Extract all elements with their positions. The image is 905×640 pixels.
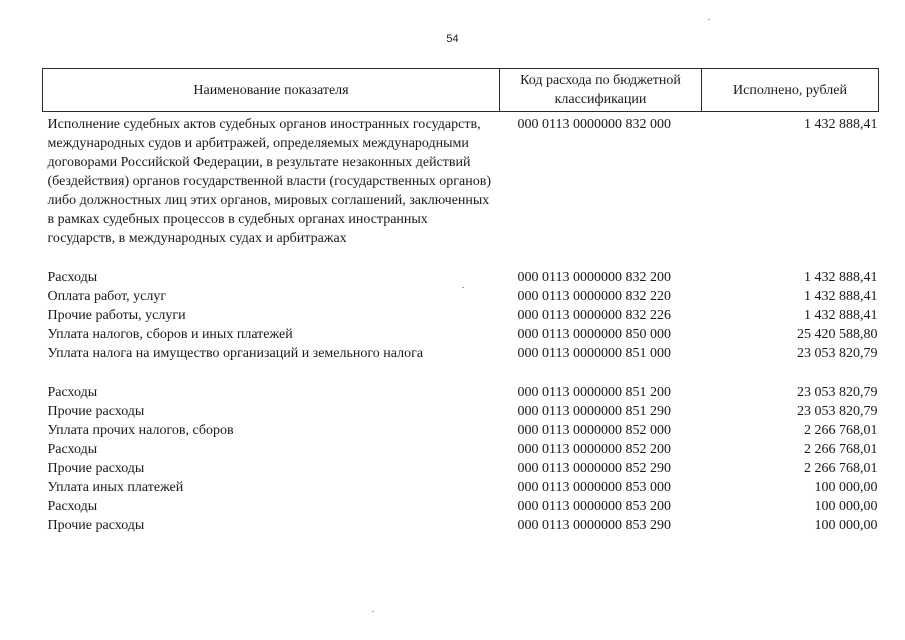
row-code: 000 0113 0000000 853 290	[517, 518, 671, 533]
row-name: Расходы	[47, 442, 98, 457]
table-header-row	[43, 69, 879, 112]
row-amount: 1 432 888,41	[804, 289, 878, 304]
row-code: 000 0113 0000000 832 200	[517, 270, 671, 285]
scan-speck	[462, 287, 464, 288]
row-code: 000 0113 0000000 832 226	[517, 308, 671, 323]
row-amount: 23 053 820,79	[797, 385, 878, 400]
scan-speck	[708, 19, 710, 20]
table-row	[43, 440, 879, 459]
row-spacer	[43, 248, 879, 268]
row-name: Исполнение судебных актов судебных органов иностранных государств, международных судов и арбитражей, определяемых международными договорами Российской Федерации, в результате незаконных действий (бездействия) органов государственной власти (государственных органов) либо должностных лиц этих органов, мировых соглашений, заключенных в рамках судебных процессов в судебных органах иностранных государств, в международных судах и арбитражах	[47, 117, 491, 246]
row-name: Оплата работ, услуг	[47, 289, 167, 304]
row-name: Расходы	[47, 270, 98, 285]
row-code: 000 0113 0000000 853 200	[517, 499, 671, 514]
row-name: Уплата иных платежей	[47, 480, 184, 495]
row-amount: 25 420 588,80	[797, 327, 878, 342]
table-row	[43, 325, 879, 344]
row-code: 000 0113 0000000 852 000	[517, 423, 671, 438]
row-amount: 2 266 768,01	[804, 442, 878, 457]
row-amount: 1 432 888,41	[804, 117, 878, 132]
row-code: 000 0113 0000000 832 220	[517, 289, 671, 304]
table-row	[43, 478, 879, 497]
table-row	[43, 268, 879, 287]
row-spacer	[43, 363, 879, 383]
scan-speck	[372, 611, 374, 612]
row-amount: 1 432 888,41	[804, 270, 878, 285]
table-row	[43, 516, 879, 535]
table-row	[43, 497, 879, 516]
table-row	[43, 421, 879, 440]
row-name: Расходы	[47, 499, 98, 514]
table-row	[43, 459, 879, 478]
row-amount: 2 266 768,01	[804, 423, 878, 438]
row-code: 000 0113 0000000 853 000	[517, 480, 671, 495]
row-code: 000 0113 0000000 832 000	[517, 117, 671, 132]
row-amount: 100 000,00	[814, 518, 878, 533]
row-amount: 100 000,00	[814, 499, 878, 514]
row-name: Уплата налогов, сборов и иных платежей	[47, 327, 293, 342]
row-name: Расходы	[47, 385, 98, 400]
row-code: 000 0113 0000000 851 200	[517, 385, 671, 400]
row-name: Прочие расходы	[47, 518, 145, 533]
table-row	[43, 112, 879, 249]
row-code: 000 0113 0000000 851 290	[517, 404, 671, 419]
table-row	[43, 287, 879, 306]
row-code: 000 0113 0000000 851 000	[517, 346, 671, 361]
row-name: Уплата налога на имущество организаций и земельного налога	[47, 346, 424, 361]
header-indicator-name: Наименование показателя	[43, 69, 500, 112]
header-budget-code: Код расхода по бюджетной классификации	[500, 69, 702, 112]
row-name: Уплата прочих налогов, сборов	[47, 423, 234, 438]
row-amount: 23 053 820,79	[797, 404, 878, 419]
row-amount: 100 000,00	[814, 480, 878, 495]
row-name: Прочие работы, услуги	[47, 308, 186, 323]
row-amount: 23 053 820,79	[797, 346, 878, 361]
row-code: 000 0113 0000000 852 290	[517, 461, 671, 476]
row-name: Прочие расходы	[47, 461, 145, 476]
budget-execution-table	[42, 68, 879, 535]
page-number: 54	[446, 33, 459, 45]
row-code: 000 0113 0000000 850 000	[517, 327, 671, 342]
table-row	[43, 306, 879, 325]
table-row	[43, 383, 879, 402]
row-name: Прочие расходы	[47, 404, 145, 419]
row-amount: 1 432 888,41	[804, 308, 878, 323]
row-amount: 2 266 768,01	[804, 461, 878, 476]
header-executed-amount: Исполнено, рублей	[702, 69, 879, 112]
table-row	[43, 344, 879, 363]
row-code: 000 0113 0000000 852 200	[517, 442, 671, 457]
table-row	[43, 402, 879, 421]
